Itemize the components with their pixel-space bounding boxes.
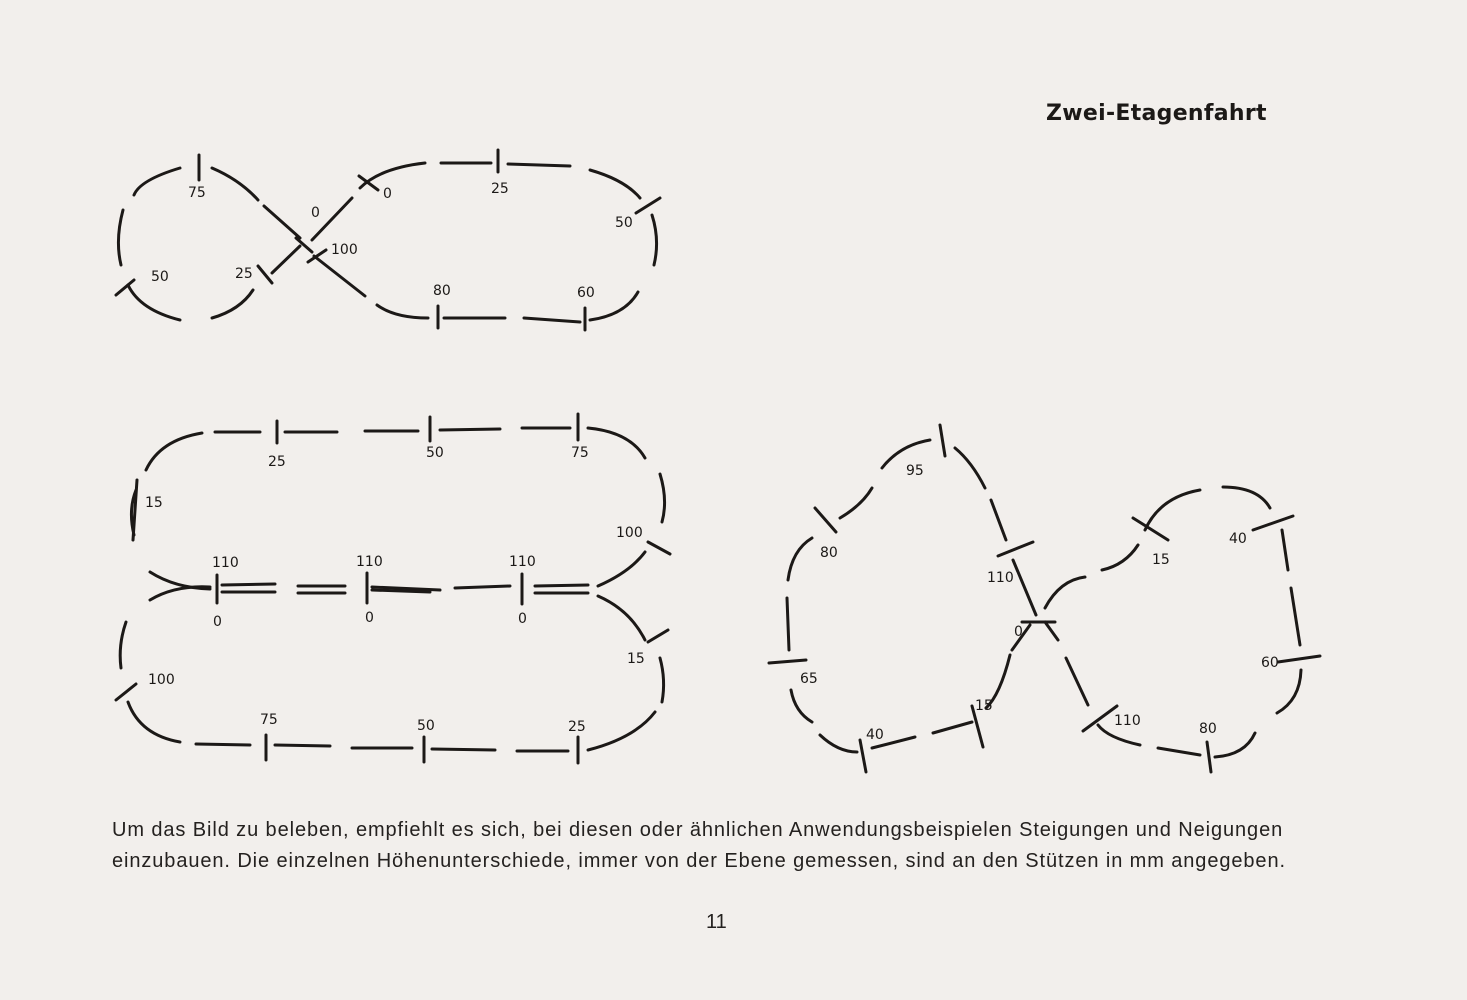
track-segment <box>588 712 655 750</box>
track-segment <box>272 246 300 273</box>
track-segment <box>134 168 180 195</box>
caption-line-2: einzubauen. Die einzelnen Höhenunterschiede, immer von der Ebene gemessen, sind an den Stützen in mm angegeben. <box>112 850 1286 872</box>
track-segment <box>524 318 580 322</box>
height-label: 40 <box>866 727 884 743</box>
height-label: 0 <box>311 205 320 221</box>
track-segment <box>535 585 588 586</box>
diagram-double-oval <box>116 414 670 763</box>
height-label: 0 <box>383 186 392 202</box>
track-segment <box>1282 530 1288 570</box>
height-label: 100 <box>616 525 643 541</box>
height-label: 75 <box>260 712 278 728</box>
support-tick <box>860 740 866 772</box>
track-segment <box>128 702 180 742</box>
support-tick <box>116 684 136 700</box>
track-segment <box>840 488 872 518</box>
track-segment <box>1215 733 1255 757</box>
height-label: 25 <box>568 719 586 735</box>
track-segment <box>1045 577 1085 608</box>
track-segment <box>1145 490 1200 530</box>
height-label: 60 <box>577 285 595 301</box>
track-segment <box>314 256 365 296</box>
track-segment <box>1102 545 1138 570</box>
track-segment <box>440 429 500 430</box>
track-segment <box>432 749 495 750</box>
height-label: 110 <box>1114 713 1141 729</box>
support-tick <box>636 198 660 213</box>
track-segment <box>212 168 258 200</box>
track-segment <box>590 170 640 198</box>
support-tick <box>940 425 945 456</box>
track-segment <box>787 598 789 650</box>
track-segment <box>1277 670 1301 713</box>
height-label: 15 <box>627 651 645 667</box>
height-label: 75 <box>571 445 589 461</box>
support-tick <box>1253 516 1293 530</box>
track-segment <box>128 285 180 320</box>
track-segment <box>1223 487 1270 508</box>
height-label: 0 <box>213 614 222 630</box>
support-tick <box>258 266 272 283</box>
height-label: 100 <box>148 672 175 688</box>
page-number: 11 <box>706 911 727 933</box>
height-label: 80 <box>820 545 838 561</box>
track-segment <box>508 164 570 166</box>
support-tick <box>648 542 670 554</box>
track-segment <box>652 215 657 265</box>
page-title: Zwei-Etagenfahrt <box>1046 101 1267 126</box>
height-label: 25 <box>268 454 286 470</box>
track-segment <box>660 658 664 702</box>
support-tick <box>815 508 836 532</box>
height-label: 50 <box>417 718 435 734</box>
height-label: 65 <box>800 671 818 687</box>
track-segment <box>222 584 275 585</box>
height-label: 80 <box>1199 721 1217 737</box>
support-tick <box>1278 656 1320 662</box>
height-label: 25 <box>235 266 253 282</box>
track-segment <box>598 596 645 640</box>
support-tick <box>133 480 137 540</box>
height-label: 110 <box>356 554 383 570</box>
track-segment <box>1045 622 1058 640</box>
height-label: 15 <box>1152 552 1170 568</box>
height-label: 75 <box>188 185 206 201</box>
track-segment <box>1291 588 1300 645</box>
diagram-figure-eight <box>116 150 660 330</box>
track-segment <box>372 590 430 592</box>
height-label: 110 <box>212 555 239 571</box>
height-label: 15 <box>145 495 163 511</box>
track-segment <box>118 210 123 265</box>
height-label: 100 <box>331 242 358 258</box>
track-segment <box>791 690 812 722</box>
height-label: 50 <box>615 215 633 231</box>
height-label: 40 <box>1229 531 1247 547</box>
height-label: 50 <box>151 269 169 285</box>
height-label: 60 <box>1261 655 1279 671</box>
height-label: 0 <box>1014 624 1023 640</box>
track-segment <box>788 538 812 580</box>
track-segment <box>933 722 972 733</box>
height-label: 0 <box>365 610 374 626</box>
track-segment <box>588 428 645 458</box>
support-tick <box>1207 742 1211 772</box>
track-segment <box>196 744 250 745</box>
height-label: 0 <box>518 611 527 627</box>
track-segment <box>455 586 510 588</box>
height-label: 95 <box>906 463 924 479</box>
height-label: 80 <box>433 283 451 299</box>
track-segment <box>275 745 330 746</box>
height-label: 110 <box>509 554 536 570</box>
track-segment <box>377 305 428 318</box>
caption-line-1: Um das Bild zu beleben, empfiehlt es sich, bei diesen oder ähnlichen Anwendungsbeispielen Steigungen und Neigungen <box>112 819 1284 841</box>
track-segment <box>264 206 300 238</box>
support-tick <box>998 542 1033 556</box>
track-segment <box>820 735 857 752</box>
support-tick <box>296 238 312 252</box>
track-segment <box>955 448 985 488</box>
height-label: 110 <box>987 570 1014 586</box>
height-label: 25 <box>491 181 509 197</box>
diagram-clover <box>769 425 1320 772</box>
height-label: 15 <box>975 698 993 714</box>
support-tick <box>648 630 668 642</box>
track-segment <box>991 500 1006 540</box>
track-segment <box>1158 748 1200 755</box>
track-segment <box>120 622 126 668</box>
height-label: 50 <box>426 445 444 461</box>
support-tick <box>769 660 806 663</box>
track-segment <box>212 290 253 318</box>
track-segment <box>146 433 202 470</box>
track-segment <box>590 292 638 320</box>
track-segment <box>660 474 665 522</box>
track-segment <box>1066 658 1088 705</box>
caption-paragraph <box>112 815 1362 877</box>
track-segment <box>598 552 645 586</box>
track-segment <box>1013 560 1036 615</box>
